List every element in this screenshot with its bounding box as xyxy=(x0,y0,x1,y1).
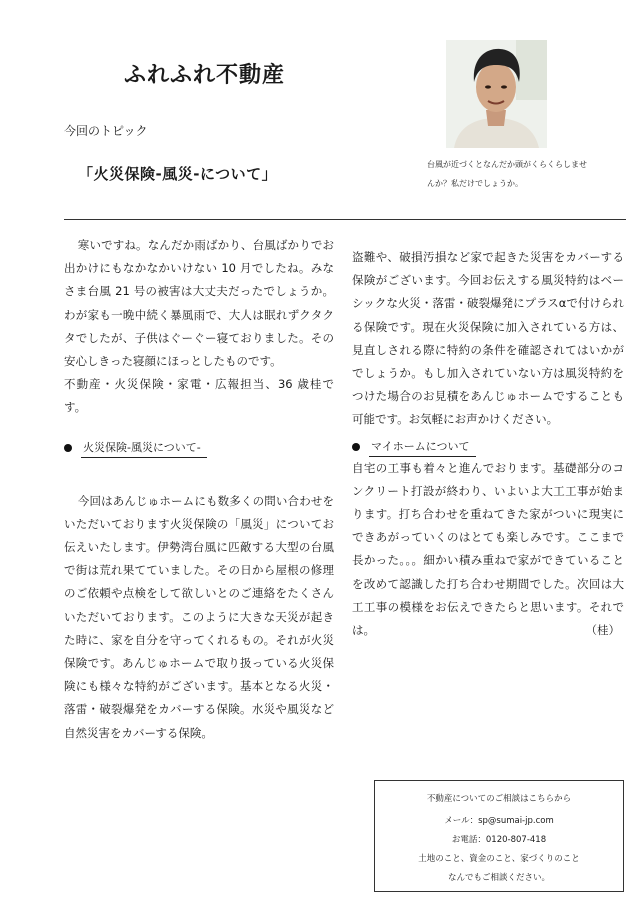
fire-insurance-paragraph: 今回はあんじゅホームにも数多くの問い合わせをいただいております火災保険の「風災」についてお伝えいたします。伊勢湾台風に匹敵する大型の台風で街は荒れ果てていました。その日から屋根の修理のご依頼や点検をして欲しいとのご連絡をたくさんいただいております。このように大きな天災が起きた時に、家を自分を守ってくれるもの。それが火災保険です。あんじゅホームで取り扱っている火災保険にも様々な特約がございます。基本となる火災・落雷・破裂爆発をカバーする保険。水災や風災など自然災害をカバーする保険。 xyxy=(64,493,334,740)
section-heading-label: 火災保険-風災について- xyxy=(81,439,207,458)
my-home-block xyxy=(352,457,624,643)
caption-line: 台風が近づくとなんだか頭がくらくらしませ xyxy=(427,160,587,169)
caption-line: んか？私だけでしょうか。 xyxy=(427,179,523,188)
left-column xyxy=(64,234,334,745)
section-heading-my-home xyxy=(352,438,624,457)
photo-caption xyxy=(427,155,627,193)
topic-title: 「火災保険-風災-について」 xyxy=(78,165,278,183)
contact-note-line: なんでもご相談ください。 xyxy=(447,873,550,883)
section-heading-label: マイホームについて xyxy=(369,438,476,457)
section-heading-fire-insurance xyxy=(64,439,334,458)
contact-note-line: 土地のこと、資金のこと、家づくりのこと xyxy=(418,854,580,864)
right-column xyxy=(352,246,624,642)
intro-paragraph: 寒いですね。なんだか雨ばかり、台風ばかりでお出かけにもなかなかいけない 10 月でしたね。みなさま台風 21 号の被害は大丈夫だったでしょうか。わが家も一晩中続く暴風雨で、大人は眠れずクタクタでしたが、子供はぐーぐー寝ておりました。その安心しきった寝顔にほっとしたものです。 xyxy=(64,238,334,369)
topic-label: 今回のトピック xyxy=(64,124,148,138)
author-line: 不動産・火災保険・家電・広報担当、36 歳桂です。 xyxy=(64,377,334,415)
bullet-icon xyxy=(64,444,72,452)
header-divider xyxy=(64,219,626,220)
bullet-icon xyxy=(352,443,360,451)
contact-phone: お電話：0120-807-418 xyxy=(451,835,547,845)
my-home-paragraph: 自宅の工事も着々と進んでおります。基礎部分のコンクリート打設が終わり、いよいよ大工工事が始まります。打ち合わせを重ねてきた家がついに現実にできあがっていくのはとても楽しみです。ここまで長かった。。。細かい積み重ねで家ができていることを改めて認識した打ち合わせ期間でした。次回は大工工事の模様をお伝えできたらと思います。それでは。 xyxy=(352,460,624,638)
portrait-illustration xyxy=(446,40,547,148)
continuation-paragraph: 盗難や、破損汚損など家で起きた災害をカバーする保険がございます。今回お伝えする風災特約はベーシックな火災・落雷・破裂爆発にプラスαで付けられる保険です。現在火災保険に加入されている方は、見直しされる際に特約の条件を確認されてはいかがでしょうか。もし加入されていない方は風災特約をつけた場合のお見積をあんじゅホームですることも可能です。お気軽にお声かけください。 xyxy=(352,250,624,427)
contact-title: 不動産についてのご相談はこちらから xyxy=(426,794,572,804)
contact-box xyxy=(374,780,624,892)
brand-title: ふれふれ不動産 xyxy=(124,63,286,88)
contact-email: メール：sp@sumai-jp.com xyxy=(444,816,554,826)
author-photo xyxy=(446,40,547,148)
signature: （桂） xyxy=(585,623,620,638)
